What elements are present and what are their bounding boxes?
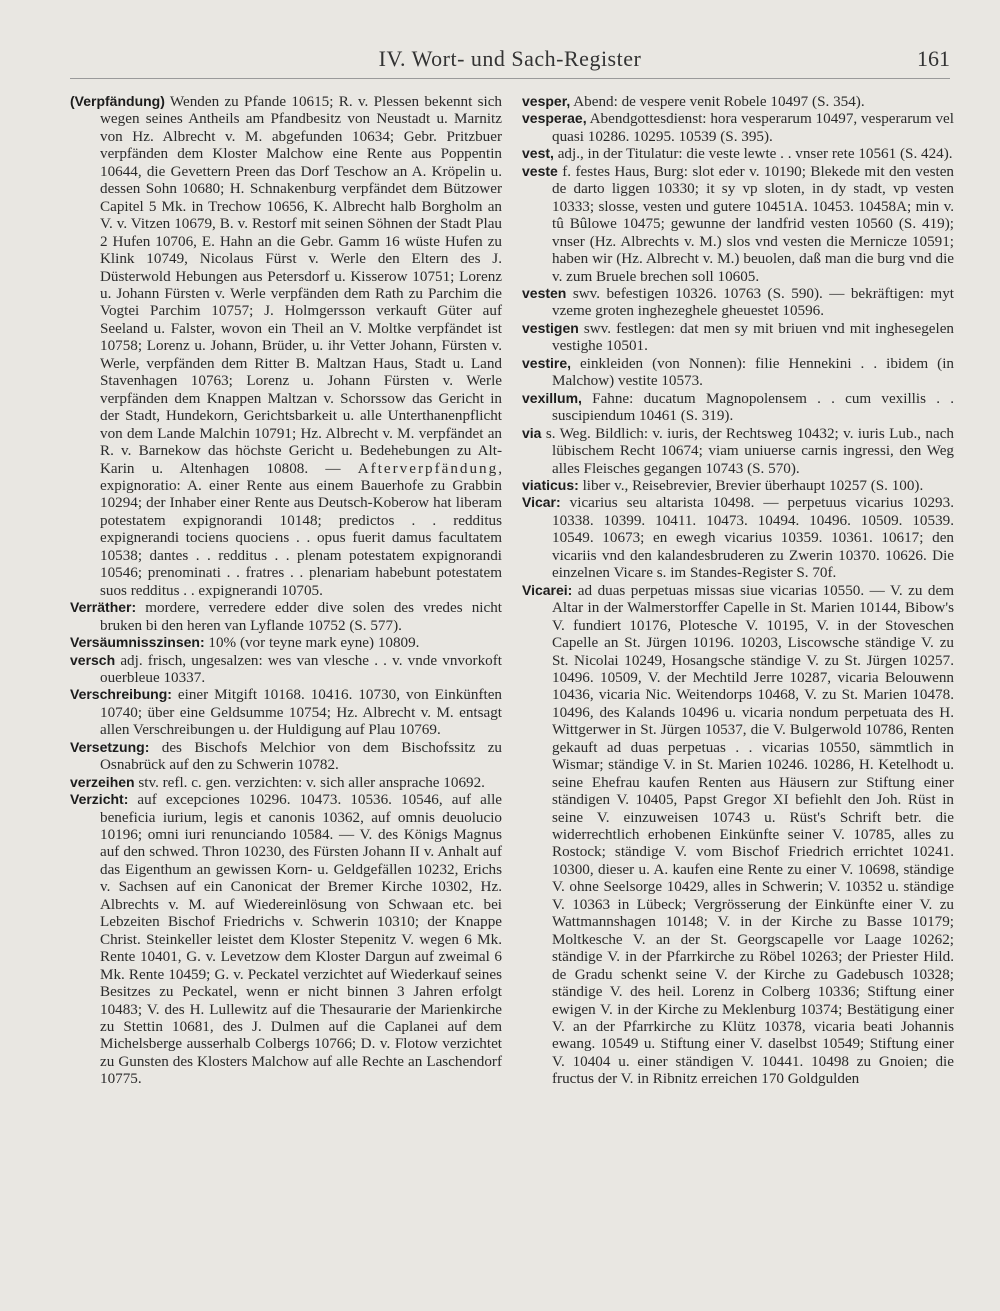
entry-keyword: vesper, bbox=[522, 93, 571, 109]
index-entry bbox=[522, 93, 954, 110]
entry-keyword: Verräther: bbox=[70, 599, 137, 616]
entry-keyword: via bbox=[522, 424, 542, 441]
entry-text: Wenden zu Pfande 10615; R. v. Plessen bekennt sich wegen seines Antheils am Pfandbesitz von Neustadt u. Marnitz von Hz. Albrecht v. M. abgefunden 10634; Gebr. Pritzbuer verpfänden dem Kloster Malchow eine Rente aus Poppentin 10644, die Gevettern Preen das Dorf Teschow an A. Kröpelin u. dessen Sohn 10680; H. Schnakenburg verpfändet dem Bützower Capitel 5 Mk. in Trechow 10656, K. Albrecht halb Borgholm an V. v. Vitzen 10679, B. v. Restorf mit seinen Söhnen der Stadt Plau 2 Hufen 10706, E. Hahn an die Gebr. Gamm 16 wüste Hufen zu Klink 10749, Nicolaus Fürst v. Werle den Eltern des J. Düsterwold Hebungen aus Petersdorf u. Kisserow 10751; Lorenz u. Johann Fürsten v. Werle verpfänden dem Rath zu Parchim die Vogtei Parchim 10757; J. Holmgersson verkauft Güter auf Seeland u. Falster, wovon ein Theil an V. Moltke verpfändet ist 10758; Lorenz u. Johann, Brüder, u. ihr Vetter Johann, Fürsten v. Werle, verpfänden dem Ritter B. Maltzan Haus, Stadt u. Land Stavenhagen 10763; Lorenz u. Johann Fürsten v. Werle verpfänden dem Knappen Maltzan v. Schorssow das Gericht in der Stadt, Hundekorn, Gerichtsbarkeit u. alle Unterthanenpflicht von dem Lande Malchin 10791; Hz. Albrecht v. M. verpfändet an R. v. Barnekow das höchste Gericht u. Bedehebungen zu Alt-Karin u. Altenhagen 10808. — bbox=[100, 93, 502, 477]
entry-keyword: vest, bbox=[522, 145, 554, 162]
entry-text: liber v., Reisebrevier, Brevier überhaupt 10257 (S. 100). bbox=[578, 476, 924, 494]
entry-keyword: vestire, bbox=[522, 354, 572, 371]
page-number: 161 bbox=[917, 46, 950, 71]
index-entry bbox=[522, 110, 954, 145]
entry-keyword: vesten bbox=[522, 284, 567, 301]
entry-keyword: Vicarei: bbox=[522, 581, 573, 598]
entry-keyword: veste bbox=[522, 162, 558, 179]
index-entry bbox=[522, 494, 954, 581]
entry-text: s. Weg. Bildlich: v. iuris, der Rechtsweg 10432; v. iuris Lub., nach lübischem Recht 10674; viam uniuerse carnis ingressi, den Weg alles Fleisches gegangen 10743 (S. 570). bbox=[541, 424, 954, 477]
running-title: IV. Wort- und Sach-Register bbox=[378, 46, 642, 71]
entry-text: adj., in der Titulatur: die veste lewte . . vnser rete 10561 (S. 424). bbox=[553, 145, 953, 163]
entry-keyword: Verzicht: bbox=[70, 791, 129, 808]
entry-keyword: vestigen bbox=[522, 319, 579, 336]
index-entry bbox=[522, 320, 954, 355]
entry-keyword: vesperae, bbox=[522, 110, 587, 127]
index-entry bbox=[522, 477, 954, 494]
right-column bbox=[522, 93, 954, 1088]
page-header bbox=[70, 44, 950, 79]
index-entry bbox=[522, 145, 954, 162]
index-entry bbox=[522, 390, 954, 425]
index-entry bbox=[522, 582, 954, 1088]
entry-text: Fahne: ducatum Magnopolensem . . cum vexillis . . suscipiendum 10461 (S. 319). bbox=[552, 389, 954, 425]
index-entry bbox=[70, 93, 502, 599]
entry-text: einer Mitgift 10168. 10416. 10730, von Einkünften 10740; über eine Geldsumme 10754; Hz. Albrecht v. M. entsagt allen Verschreibungen u. der Huldigung auf Plau 10769. bbox=[100, 686, 502, 739]
entry-keyword: Versäumnisszinsen: bbox=[70, 634, 205, 651]
entry-keyword: (Verpfändung) bbox=[70, 93, 165, 109]
entry-text: des Bischofs Melchior von dem Bischofssitz zu Osnabrück auf den zu Schwerin 10782. bbox=[100, 738, 502, 774]
index-entry bbox=[70, 634, 502, 651]
left-column bbox=[70, 93, 502, 1088]
entry-text: swv. befestigen 10326. 10763 (S. 590). — bekräftigen: myt vzeme groten inghezeghele gheuestet 10596. bbox=[552, 284, 954, 320]
entry-keyword: vexillum, bbox=[522, 389, 582, 406]
entry-text: Abendgottesdienst: hora vesperarum 10497, vesperarum vel quasi 10286. 10295. 10539 (S. 395). bbox=[552, 110, 954, 145]
index-entry bbox=[522, 285, 954, 320]
entry-text: 10% (vor teyne mark eyne) 10809. bbox=[204, 634, 420, 652]
entry-text: auf excepciones 10296. 10473. 10536. 10546, auf alle beneficia iurium, legis et canonis 10362, auf omnis deuolucio 10196; omni iuri renunciando 10584. — V. des Königs Magnus auf den schwed. Thron 10230, des Fürsten Johann II v. Anhalt auf das Eigenthum an gewissen Korn- u. Geldgefällen 10232, Erichs v. Sachsen auf ein Canonicat der Bremer Kirche 10302, Hz. Albrechts v. M. auf Wiedereinlösung von Schwaan etc. bei Lebzeiten Bischof Friedrichs v. Schwerin 10310; der Knappe Christ. Steinkeller leistet dem Kloster Stepenitz V. wegen 6 Mk. Rente 10401, G. v. Levetzow dem Kloster Dargun auf zweimal 6 Mk. Rente 10459; G. v. Peckatel verzichtet auf Wiederkauf seines Besitzes zu Peckatel, wenn er nicht binnen 3 Jahren erfolgt 10483; V. des H. Lullewitz auf die Thesaurarie der Marienkirche zu Stettin 10681, des J. Dulmen auf die Caplanei auf dem Michelsberge ausserhalb Colbergs 10766; D. v. Flotow verzichtet zu Gunsten des Klosters Malchow auf alle Rechte an Laschendorf 10775. bbox=[100, 791, 502, 1088]
entry-keyword: Verschreibung: bbox=[70, 686, 172, 703]
entry-text: stv. refl. c. gen. verzichten: v. sich aller ansprache 10692. bbox=[134, 773, 485, 791]
entry-spaced-term: Afterverpfändung bbox=[357, 459, 499, 477]
entry-text: Abend: de vespere venit Robele 10497 (S. 354). bbox=[570, 93, 865, 110]
entry-keyword: Versetzung: bbox=[70, 738, 150, 755]
index-entry bbox=[522, 163, 954, 285]
index-entry bbox=[70, 652, 502, 687]
entry-keyword: viaticus: bbox=[522, 476, 579, 493]
entry-keyword: versch bbox=[70, 651, 116, 668]
index-entry bbox=[70, 774, 502, 791]
entry-text-continued: , expignoratio: A. einer Rente aus einem Bauerhofe zu Grabbin 10294; der Inhaber einer Rente aus Deutsch-Koberow hat liberam potestatem expignorandi 10148; predictos . . redditus expignerandi tociens quociens . . opus fuerit damus facultatem 10538; dantes . . redditus . . plenam potestatem expignorandi 10546; prenominati . . fratres . . plenariam habebunt potestatem suos redditus . . expignerandi 10705. bbox=[100, 459, 502, 599]
entry-text: adj. frisch, ungesalzen: wes van vlesche . . v. vnde vnvorkoft ouerbleue 10337. bbox=[100, 651, 502, 686]
index-entry bbox=[522, 355, 954, 390]
entry-text: swv. festlegen: dat men sy mit briuen vnd mit inghesegelen vestighe 10501. bbox=[552, 319, 954, 355]
entry-keyword: verzeihen bbox=[70, 773, 135, 790]
index-entry bbox=[70, 599, 502, 634]
index-entry bbox=[522, 425, 954, 477]
index-entry bbox=[70, 791, 502, 1088]
entry-text: ad duas perpetuas missas siue vicarias 10550. — V. zu dem Altar in der Walmerstorffer Capelle in St. Marien 10144, Bibow's V. fundiert 10176, Plotesche V. 10195, V. in der Stoveschen Capelle an St. Jürgen 10196. 10203, Liscowsche ständige V. zu St. Nicolai 10249, Hosangsche ständige V. zu St. Jürgen 10257. 10496. 10509, V. der Mechtild Jerre 10287, vicaria Belouwenn 10436, vicaria Nic. Weitendorps 10468, V. zu St. Marien 10478. 10496, des Kalands 10496 u. vicaria nondum perpetuata des H. Wittgerwer in St. Jürgen 10537, die V. Bulgerwold 10786, Renten gekauft ad duas perpetuas . . vicarias 10550, sämmtlich in Wismar; ständige V. in St. Marien 10246. 10286, H. Ketelhodt u. seine Ehefrau kaufen Renten aus Häusern zur Stiftung einer ständigen V. 10405, Papst Gregor XI befiehlt den Joh. Rüst in seine V. einzuweisen 10743 u. Rüst's Schrift betr. die widerrechtlich erhobenen Einkünfte seiner V. 10785, alles zu Rostock; ständige V. vom Bischof Friedrich errichtet 10241. 10300, dieser u. A. kaufen eine Rente zu einer V. 10698, ständige V. ohne Seelsorge 10429, alles in Schwerin; V. 10352 u. ständige V. 10363 in Lübeck; Vergrösserung der Einkünfte einer V. zu Wattmannshagen 10148; V. in der Kirche zu Basse 10179; Moltkesche V. an der St. Georgscapelle vor Laage 10262; ständige V. in der Pfarrkirche zu Röbel 10263; der Priester Hild. de Gradu schenkt seine V. der Kirche zu Gadebusch 10328; ständige V. des heil. Lorenz in Colberg 10336; Stiftung einer ewigen V. in der Kirche zu Meklenburg 10374; Bestätigung einer V. an der Pfarrkirche zu Klütz 10378, vicaria beati Johannis ewang. 10549 u. Stiftung einer V. daselbst 10549; Stiftung einer V. 10404 u. einer ständigen V. 10441. 10498 zu Gnoien; die fructus der V. in Ribnitz erreichen 170 Goldgulden bbox=[552, 581, 954, 1088]
index-entry bbox=[70, 739, 502, 774]
entry-text: vicarius seu altarista 10498. — perpetuus vicarius 10293. 10338. 10399. 10411. 10473. 10494. 10496. 10509. 10539. 10549. 10673; en ewegh vicarius 10359. 10361. 10617; den vicariis vnd den kalandesbruderen zu Zwerin 10370. 10626. Die einzelnen Vicare s. im Standes-Register S. 70f. bbox=[552, 494, 954, 582]
entry-text: einkleiden (von Nonnen): filie Hennekini . . ibidem (in Malchow) vestite 10573. bbox=[552, 354, 954, 390]
entry-keyword: Vicar: bbox=[522, 494, 561, 511]
index-entry bbox=[70, 686, 502, 738]
entry-text: f. festes Haus, Burg: slot eder v. 10190; Blekede mit den vesten de darto liggen 10330; it sy vp sloten, in dy stadt, vp vesten 10333; slosse, vesten und gutere 10451A. 10453. 10458A; min v. tû Bûlowe 10475; gewunne der landfrid vesten 10560 (S. 419); vnser (Hz. Albrechts v. M.) slos vnd vesten die Mernicze 10591; haben wir (Hz. Albrecht v. M.) beuolen, daß man die burg vnd die v. zum Bruele brechen soll 10605. bbox=[552, 162, 954, 285]
entry-text: mordere, verredere edder dive solen des vredes nicht bruken bi den heren van Lyflande 10752 (S. 577). bbox=[100, 599, 502, 634]
